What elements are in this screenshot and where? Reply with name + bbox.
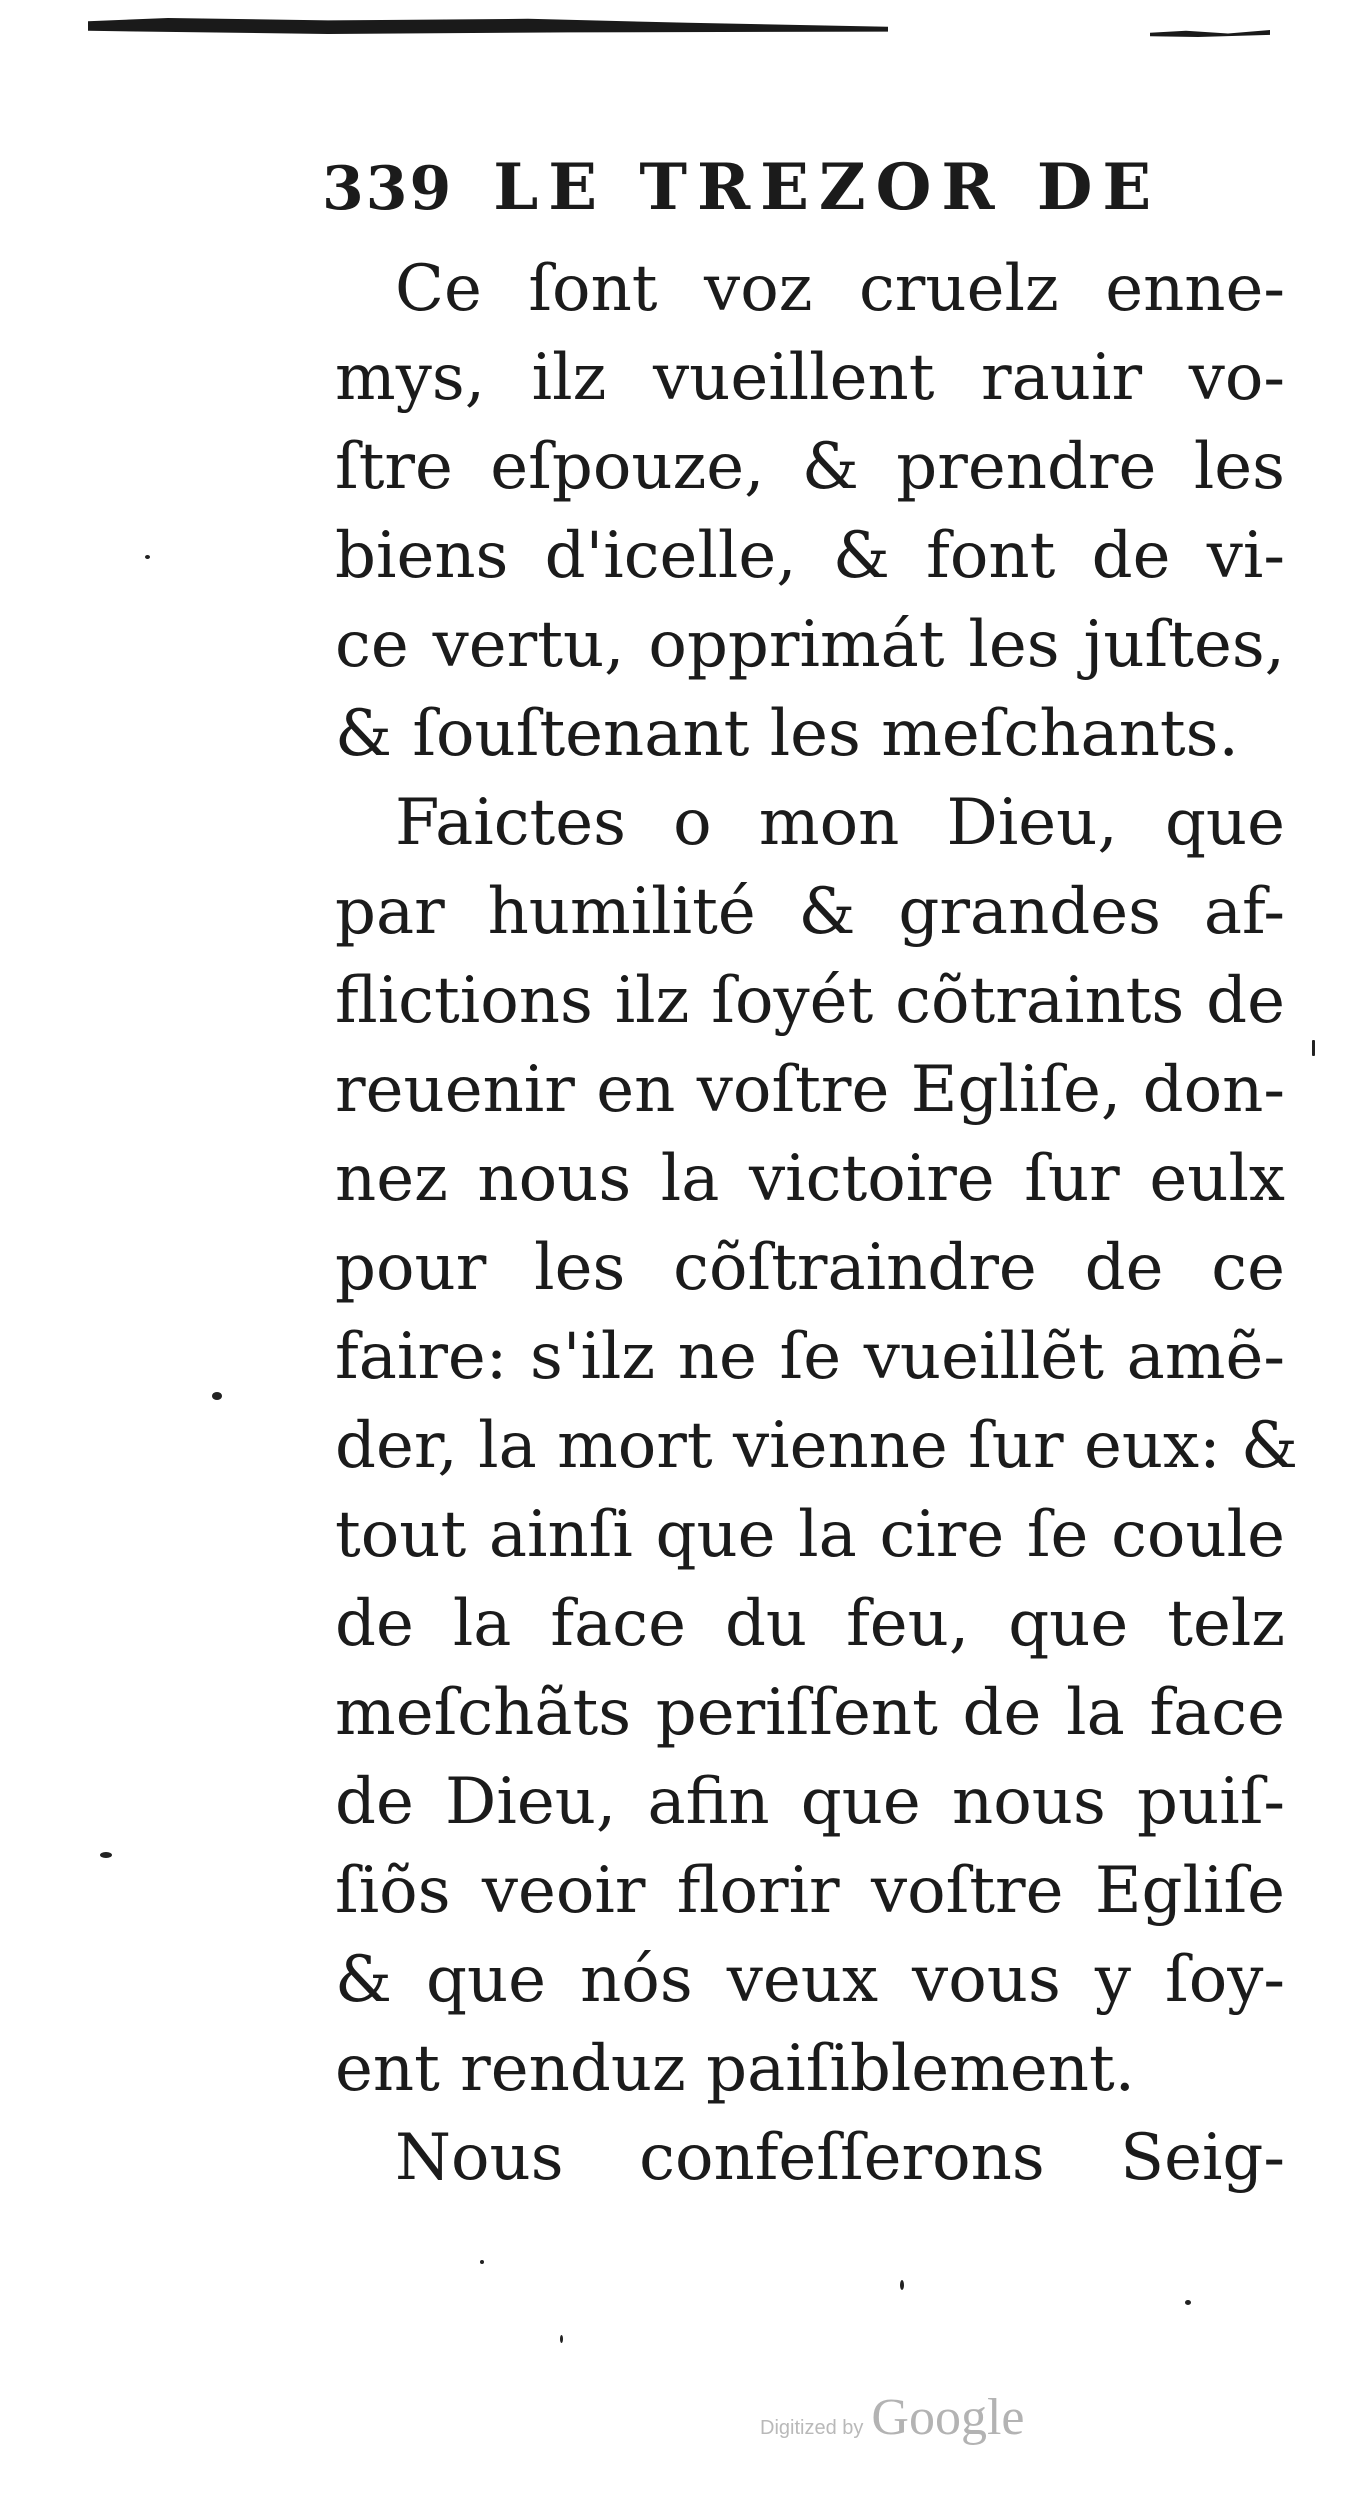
text-line: meſchãts periſſent de la face [335,1676,1285,1750]
google-logo: Google [871,2389,1025,2446]
text-line: de la face du feu, que telz [335,1587,1285,1661]
text-line: ſiõs veoir florir voſtre Egliſe [335,1854,1285,1928]
text-line: ſtre eſpouze, & prendre les [335,430,1285,504]
top-edge-rule [88,18,888,34]
scan-speck [900,2280,904,2290]
text-line: de Dieu, afin que nous puiſ- [335,1765,1285,1839]
scan-speck [560,2335,563,2343]
scan-speck [1312,1040,1315,1056]
digitized-label: Digitized by [760,2417,864,2439]
scan-speck [212,1392,222,1400]
text-line: flictions ilz ſoyét cõtraints de [335,964,1285,1038]
text-line: par humilité & grandes af- [335,875,1285,949]
text-line: Faictes o mon Dieu, que [395,786,1285,860]
text-line: mys, ilz vueillent rauir vo- [335,341,1285,415]
text-line: nez nous la victoire ſur eulx [335,1142,1285,1216]
text-line: faire: s'ilz ne ſe vueillẽt amẽ- [335,1320,1285,1394]
text-line: ce vertu, opprimát les juſtes, [335,608,1285,682]
scan-speck [145,555,150,559]
text-line: tout ainſi que la cire ſe coule [335,1498,1285,1572]
text-line: ent renduz paiſiblement. [335,2032,1135,2106]
running-title: LE TREZOR DE [493,150,1162,225]
scan-speck [1185,2300,1191,2305]
text-line: der, la mort vienne ſur eux: & [335,1409,1298,1483]
scan-speck [480,2260,484,2264]
text-line: pour les cõſtraindre de ce [335,1231,1285,1305]
page-number: 339 [322,154,454,224]
text-line: Nous confeſſerons Seig- [395,2121,1285,2195]
page-header [322,150,1202,240]
body-text [335,245,1298,2203]
scan-speck [100,1852,112,1858]
text-line: biens d'icelle, & font de vi- [335,519,1285,593]
text-line: Ce ſont voz cruelz enne- [395,252,1285,326]
text-line: & que nós veux vous y ſoy- [335,1943,1285,2017]
digitized-by-google-watermark [760,2388,1024,2447]
top-edge-rule-fragment [1150,30,1270,37]
text-line: reuenir en voſtre Egliſe, don- [335,1053,1285,1127]
text-line: & ſouſtenant les meſchants. [335,697,1239,771]
